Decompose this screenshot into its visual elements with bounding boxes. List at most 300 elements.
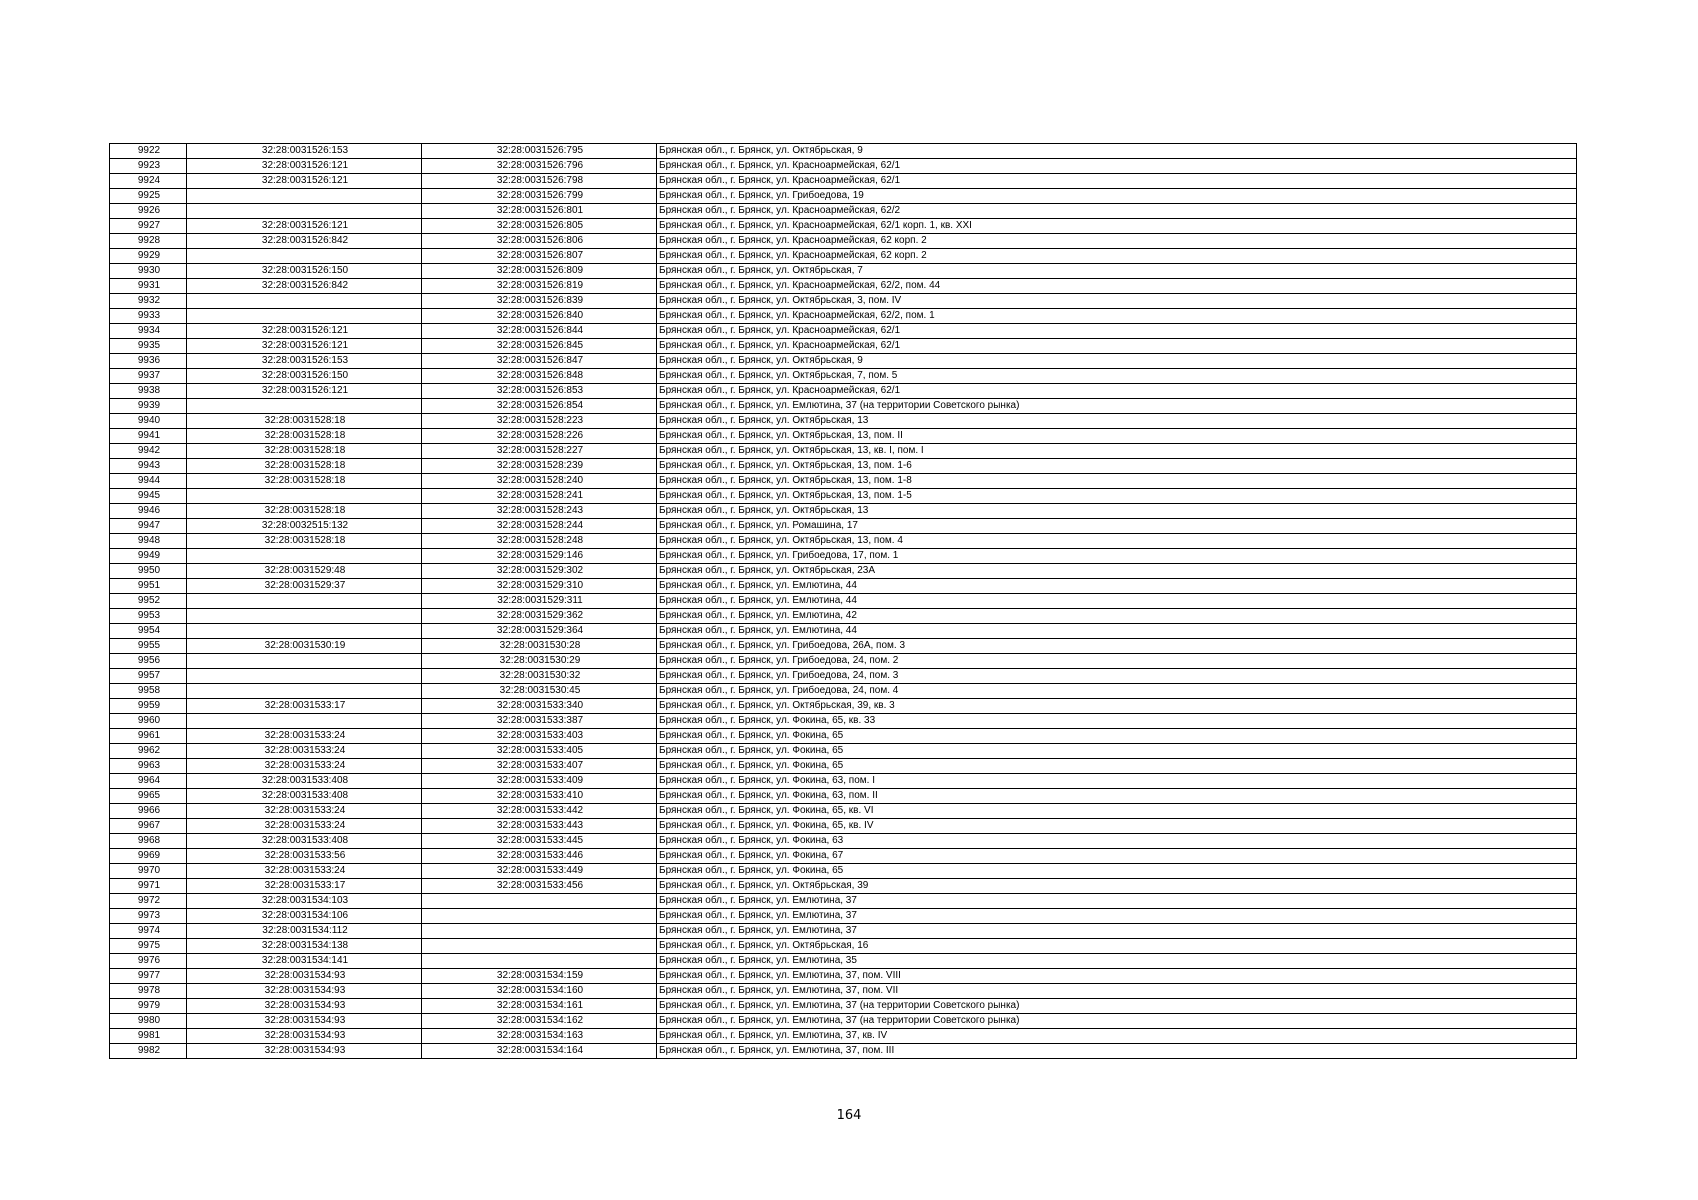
row-number-cell: 9940 (110, 414, 187, 429)
table-row (110, 159, 1577, 174)
row-number-cell: 9979 (110, 999, 187, 1014)
address-cell: Брянская обл., г. Брянск, ул. Октябрьская, 13, пом. II (657, 429, 1577, 444)
table-row (110, 654, 1577, 669)
address-cell: Брянская обл., г. Брянск, ул. Ромашина, 17 (657, 519, 1577, 534)
address-cell: Брянская обл., г. Брянск, ул. Октябрьская, 13, кв. I, пом. I (657, 444, 1577, 459)
table-row (110, 414, 1577, 429)
row-number-cell: 9922 (110, 144, 187, 159)
row-number-cell: 9944 (110, 474, 187, 489)
address-cell: Брянская обл., г. Брянск, ул. Октябрьская, 23А (657, 564, 1577, 579)
table-row (110, 789, 1577, 804)
cadastral-number-cell: 32:28:0031533:340 (422, 699, 657, 714)
parent-cadastral-number-cell (187, 309, 422, 324)
row-number-cell: 9951 (110, 579, 187, 594)
row-number-cell: 9960 (110, 714, 187, 729)
row-number-cell: 9978 (110, 984, 187, 999)
cadastral-number-cell: 32:28:0031534:164 (422, 1044, 657, 1059)
cadastral-number-cell: 32:28:0031526:809 (422, 264, 657, 279)
address-cell: Брянская обл., г. Брянск, ул. Красноармейская, 62 корп. 2 (657, 234, 1577, 249)
row-number-cell: 9968 (110, 834, 187, 849)
table-row (110, 819, 1577, 834)
row-number-cell: 9927 (110, 219, 187, 234)
row-number-cell: 9939 (110, 399, 187, 414)
parent-cadastral-number-cell: 32:28:0032515:132 (187, 519, 422, 534)
row-number-cell: 9973 (110, 909, 187, 924)
parent-cadastral-number-cell (187, 714, 422, 729)
cadastral-number-cell: 32:28:0031526:848 (422, 369, 657, 384)
table-row (110, 639, 1577, 654)
parent-cadastral-number-cell: 32:28:0031526:842 (187, 234, 422, 249)
address-cell: Брянская обл., г. Брянск, ул. Грибоедова, 24, пом. 2 (657, 654, 1577, 669)
cadastral-number-cell: 32:28:0031530:28 (422, 639, 657, 654)
address-cell: Брянская обл., г. Брянск, ул. Октябрьская, 13, пом. 1-5 (657, 489, 1577, 504)
cadastral-number-cell: 32:28:0031528:226 (422, 429, 657, 444)
table-row (110, 804, 1577, 819)
table-row (110, 1044, 1577, 1059)
address-cell: Брянская обл., г. Брянск, ул. Красноармейская, 62/1 (657, 324, 1577, 339)
parent-cadastral-number-cell (187, 489, 422, 504)
parent-cadastral-number-cell (187, 594, 422, 609)
parent-cadastral-number-cell (187, 549, 422, 564)
table-row (110, 399, 1577, 414)
address-cell: Брянская обл., г. Брянск, ул. Октябрьская, 9 (657, 354, 1577, 369)
table-row (110, 294, 1577, 309)
registry-table (109, 143, 1577, 1059)
row-number-cell: 9981 (110, 1029, 187, 1044)
row-number-cell: 9962 (110, 744, 187, 759)
parent-cadastral-number-cell: 32:28:0031534:112 (187, 924, 422, 939)
address-cell: Брянская обл., г. Брянск, ул. Фокина, 65 (657, 744, 1577, 759)
address-cell: Брянская обл., г. Брянск, ул. Емлютина, 37, пом. VII (657, 984, 1577, 999)
address-cell: Брянская обл., г. Брянск, ул. Фокина, 65, кв. VI (657, 804, 1577, 819)
cadastral-number-cell: 32:28:0031529:362 (422, 609, 657, 624)
parent-cadastral-number-cell: 32:28:0031526:150 (187, 369, 422, 384)
parent-cadastral-number-cell: 32:28:0031534:138 (187, 939, 422, 954)
row-number-cell: 9933 (110, 309, 187, 324)
table-row (110, 924, 1577, 939)
cadastral-number-cell: 32:28:0031529:311 (422, 594, 657, 609)
cadastral-number-cell: 32:28:0031530:45 (422, 684, 657, 699)
table-row (110, 459, 1577, 474)
address-cell: Брянская обл., г. Брянск, ул. Красноармейская, 62/1 (657, 174, 1577, 189)
table-row (110, 309, 1577, 324)
address-cell: Брянская обл., г. Брянск, ул. Фокина, 65, кв. IV (657, 819, 1577, 834)
parent-cadastral-number-cell: 32:28:0031526:121 (187, 219, 422, 234)
cadastral-number-cell: 32:28:0031528:240 (422, 474, 657, 489)
row-number-cell: 9947 (110, 519, 187, 534)
table-row (110, 1014, 1577, 1029)
parent-cadastral-number-cell: 32:28:0031526:121 (187, 324, 422, 339)
cadastral-number-cell (422, 939, 657, 954)
cadastral-number-cell: 32:28:0031526:805 (422, 219, 657, 234)
row-number-cell: 9928 (110, 234, 187, 249)
table-row (110, 489, 1577, 504)
address-cell: Брянская обл., г. Брянск, ул. Октябрьская, 7, пом. 5 (657, 369, 1577, 384)
table-row (110, 879, 1577, 894)
row-number-cell: 9941 (110, 429, 187, 444)
row-number-cell: 9950 (110, 564, 187, 579)
row-number-cell: 9949 (110, 549, 187, 564)
parent-cadastral-number-cell: 32:28:0031528:18 (187, 474, 422, 489)
table-row (110, 519, 1577, 534)
table-row (110, 684, 1577, 699)
address-cell: Брянская обл., г. Брянск, ул. Красноармейская, 62/2, пом. 44 (657, 279, 1577, 294)
table-row (110, 354, 1577, 369)
cadastral-number-cell: 32:28:0031526:806 (422, 234, 657, 249)
cadastral-number-cell: 32:28:0031530:29 (422, 654, 657, 669)
cadastral-number-cell: 32:28:0031526:819 (422, 279, 657, 294)
row-number-cell: 9953 (110, 609, 187, 624)
table-row (110, 324, 1577, 339)
table-row (110, 939, 1577, 954)
cadastral-number-cell: 32:28:0031526:799 (422, 189, 657, 204)
address-cell: Брянская обл., г. Брянск, ул. Грибоедова, 24, пом. 3 (657, 669, 1577, 684)
parent-cadastral-number-cell: 32:28:0031533:24 (187, 819, 422, 834)
address-cell: Брянская обл., г. Брянск, ул. Октябрьская, 3, пом. IV (657, 294, 1577, 309)
row-number-cell: 9965 (110, 789, 187, 804)
cadastral-number-cell: 32:28:0031529:364 (422, 624, 657, 639)
address-cell: Брянская обл., г. Брянск, ул. Емлютина, 37 (657, 894, 1577, 909)
table-row (110, 564, 1577, 579)
row-number-cell: 9952 (110, 594, 187, 609)
cadastral-number-cell: 32:28:0031528:244 (422, 519, 657, 534)
table-row (110, 369, 1577, 384)
address-cell: Брянская обл., г. Брянск, ул. Фокина, 65 (657, 864, 1577, 879)
row-number-cell: 9954 (110, 624, 187, 639)
parent-cadastral-number-cell: 32:28:0031528:18 (187, 414, 422, 429)
parent-cadastral-number-cell: 32:28:0031533:24 (187, 864, 422, 879)
cadastral-number-cell: 32:28:0031529:146 (422, 549, 657, 564)
row-number-cell: 9982 (110, 1044, 187, 1059)
table-row (110, 669, 1577, 684)
cadastral-number-cell (422, 894, 657, 909)
address-cell: Брянская обл., г. Брянск, ул. Октябрьская, 13, пом. 4 (657, 534, 1577, 549)
parent-cadastral-number-cell: 32:28:0031534:103 (187, 894, 422, 909)
table-row (110, 549, 1577, 564)
cadastral-number-cell: 32:28:0031526:840 (422, 309, 657, 324)
parent-cadastral-number-cell: 32:28:0031526:121 (187, 384, 422, 399)
cadastral-number-cell: 32:28:0031533:443 (422, 819, 657, 834)
address-cell: Брянская обл., г. Брянск, ул. Красноармейская, 62/1 (657, 384, 1577, 399)
table-row (110, 699, 1577, 714)
row-number-cell: 9963 (110, 759, 187, 774)
parent-cadastral-number-cell (187, 609, 422, 624)
cadastral-number-cell: 32:28:0031534:159 (422, 969, 657, 984)
address-cell: Брянская обл., г. Брянск, ул. Октябрьская, 13 (657, 414, 1577, 429)
row-number-cell: 9926 (110, 204, 187, 219)
address-cell: Брянская обл., г. Брянск, ул. Грибоедова, 24, пом. 4 (657, 684, 1577, 699)
parent-cadastral-number-cell: 32:28:0031534:93 (187, 984, 422, 999)
address-cell: Брянская обл., г. Брянск, ул. Емлютина, 44 (657, 579, 1577, 594)
parent-cadastral-number-cell: 32:28:0031533:17 (187, 879, 422, 894)
table-row (110, 954, 1577, 969)
row-number-cell: 9975 (110, 939, 187, 954)
cadastral-number-cell: 32:28:0031526:798 (422, 174, 657, 189)
table-row (110, 534, 1577, 549)
parent-cadastral-number-cell (187, 624, 422, 639)
parent-cadastral-number-cell: 32:28:0031526:153 (187, 144, 422, 159)
address-cell: Брянская обл., г. Брянск, ул. Емлютина, 37 (на территории Советского рынка) (657, 1014, 1577, 1029)
cadastral-number-cell: 32:28:0031528:227 (422, 444, 657, 459)
table-row (110, 429, 1577, 444)
parent-cadastral-number-cell (187, 189, 422, 204)
row-number-cell: 9923 (110, 159, 187, 174)
table-row (110, 894, 1577, 909)
cadastral-number-cell: 32:28:0031526:844 (422, 324, 657, 339)
table-row (110, 624, 1577, 639)
parent-cadastral-number-cell: 32:28:0031533:408 (187, 834, 422, 849)
parent-cadastral-number-cell: 32:28:0031533:17 (187, 699, 422, 714)
table-row (110, 864, 1577, 879)
address-cell: Брянская обл., г. Брянск, ул. Красноармейская, 62 корп. 2 (657, 249, 1577, 264)
cadastral-number-cell: 32:28:0031526:796 (422, 159, 657, 174)
address-cell: Брянская обл., г. Брянск, ул. Емлютина, 44 (657, 594, 1577, 609)
table-row (110, 759, 1577, 774)
cadastral-number-cell: 32:28:0031529:302 (422, 564, 657, 579)
address-cell: Брянская обл., г. Брянск, ул. Емлютина, 37 (657, 924, 1577, 939)
cadastral-number-cell: 32:28:0031526:854 (422, 399, 657, 414)
parent-cadastral-number-cell: 32:28:0031526:121 (187, 339, 422, 354)
parent-cadastral-number-cell: 32:28:0031526:150 (187, 264, 422, 279)
table-row (110, 834, 1577, 849)
parent-cadastral-number-cell (187, 204, 422, 219)
address-cell: Брянская обл., г. Брянск, ул. Фокина, 63, пом. II (657, 789, 1577, 804)
table-row (110, 144, 1577, 159)
address-cell: Брянская обл., г. Брянск, ул. Емлютина, 37 (657, 909, 1577, 924)
row-number-cell: 9977 (110, 969, 187, 984)
table-row (110, 999, 1577, 1014)
table-row (110, 474, 1577, 489)
cadastral-number-cell: 32:28:0031534:162 (422, 1014, 657, 1029)
table-row (110, 1029, 1577, 1044)
parent-cadastral-number-cell: 32:28:0031528:18 (187, 459, 422, 474)
cadastral-number-cell: 32:28:0031526:839 (422, 294, 657, 309)
address-cell: Брянская обл., г. Брянск, ул. Фокина, 67 (657, 849, 1577, 864)
row-number-cell: 9932 (110, 294, 187, 309)
parent-cadastral-number-cell: 32:28:0031528:18 (187, 534, 422, 549)
table-row (110, 279, 1577, 294)
row-number-cell: 9938 (110, 384, 187, 399)
parent-cadastral-number-cell: 32:28:0031534:93 (187, 1044, 422, 1059)
cadastral-number-cell: 32:28:0031533:387 (422, 714, 657, 729)
table-row (110, 774, 1577, 789)
table-row (110, 609, 1577, 624)
row-number-cell: 9924 (110, 174, 187, 189)
cadastral-number-cell: 32:28:0031533:449 (422, 864, 657, 879)
parent-cadastral-number-cell: 32:28:0031526:153 (187, 354, 422, 369)
parent-cadastral-number-cell: 32:28:0031530:19 (187, 639, 422, 654)
address-cell: Брянская обл., г. Брянск, ул. Октябрьская, 13, пом. 1-8 (657, 474, 1577, 489)
address-cell: Брянская обл., г. Брянск, ул. Грибоедова, 26А, пом. 3 (657, 639, 1577, 654)
address-cell: Брянская обл., г. Брянск, ул. Красноармейская, 62/2, пом. 1 (657, 309, 1577, 324)
address-cell: Брянская обл., г. Брянск, ул. Грибоедова, 19 (657, 189, 1577, 204)
table-row (110, 729, 1577, 744)
row-number-cell: 9956 (110, 654, 187, 669)
row-number-cell: 9925 (110, 189, 187, 204)
cadastral-number-cell: 32:28:0031526:801 (422, 204, 657, 219)
parent-cadastral-number-cell: 32:28:0031533:24 (187, 804, 422, 819)
address-cell: Брянская обл., г. Брянск, ул. Емлютина, 37 (на территории Советского рынка) (657, 399, 1577, 414)
parent-cadastral-number-cell (187, 399, 422, 414)
parent-cadastral-number-cell: 32:28:0031529:37 (187, 579, 422, 594)
address-cell: Брянская обл., г. Брянск, ул. Емлютина, 44 (657, 624, 1577, 639)
parent-cadastral-number-cell (187, 654, 422, 669)
parent-cadastral-number-cell: 32:28:0031534:93 (187, 1029, 422, 1044)
table-row (110, 909, 1577, 924)
row-number-cell: 9980 (110, 1014, 187, 1029)
cadastral-number-cell (422, 954, 657, 969)
cadastral-number-cell: 32:28:0031534:160 (422, 984, 657, 999)
cadastral-number-cell: 32:28:0031533:456 (422, 879, 657, 894)
cadastral-number-cell: 32:28:0031526:795 (422, 144, 657, 159)
cadastral-number-cell (422, 924, 657, 939)
cadastral-number-cell: 32:28:0031526:847 (422, 354, 657, 369)
table-row (110, 174, 1577, 189)
address-cell: Брянская обл., г. Брянск, ул. Октябрьская, 9 (657, 144, 1577, 159)
parent-cadastral-number-cell: 32:28:0031533:24 (187, 729, 422, 744)
row-number-cell: 9930 (110, 264, 187, 279)
row-number-cell: 9976 (110, 954, 187, 969)
cadastral-number-cell: 32:28:0031528:239 (422, 459, 657, 474)
row-number-cell: 9937 (110, 369, 187, 384)
cadastral-number-cell: 32:28:0031528:243 (422, 504, 657, 519)
cadastral-number-cell: 32:28:0031528:248 (422, 534, 657, 549)
row-number-cell: 9948 (110, 534, 187, 549)
cadastral-number-cell: 32:28:0031533:410 (422, 789, 657, 804)
cadastral-number-cell: 32:28:0031534:161 (422, 999, 657, 1014)
parent-cadastral-number-cell: 32:28:0031534:93 (187, 1014, 422, 1029)
table-row (110, 219, 1577, 234)
page-number: 164 (836, 1108, 862, 1123)
cadastral-number-cell (422, 909, 657, 924)
row-number-cell: 9969 (110, 849, 187, 864)
table-row (110, 234, 1577, 249)
row-number-cell: 9955 (110, 639, 187, 654)
row-number-cell: 9943 (110, 459, 187, 474)
row-number-cell: 9964 (110, 774, 187, 789)
cadastral-number-cell: 32:28:0031533:407 (422, 759, 657, 774)
table-row (110, 204, 1577, 219)
table-row (110, 714, 1577, 729)
cadastral-number-cell: 32:28:0031534:163 (422, 1029, 657, 1044)
parent-cadastral-number-cell (187, 294, 422, 309)
parent-cadastral-number-cell: 32:28:0031533:56 (187, 849, 422, 864)
address-cell: Брянская обл., г. Брянск, ул. Емлютина, 37, пом. VIII (657, 969, 1577, 984)
registry-table-body (110, 144, 1577, 1059)
parent-cadastral-number-cell: 32:28:0031534:106 (187, 909, 422, 924)
address-cell: Брянская обл., г. Брянск, ул. Емлютина, 37 (на территории Советского рынка) (657, 999, 1577, 1014)
table-row (110, 594, 1577, 609)
address-cell: Брянская обл., г. Брянск, ул. Октябрьская, 13 (657, 504, 1577, 519)
parent-cadastral-number-cell: 32:28:0031528:18 (187, 504, 422, 519)
address-cell: Брянская обл., г. Брянск, ул. Емлютина, 42 (657, 609, 1577, 624)
row-number-cell: 9966 (110, 804, 187, 819)
cadastral-number-cell: 32:28:0031528:223 (422, 414, 657, 429)
row-number-cell: 9961 (110, 729, 187, 744)
cadastral-number-cell: 32:28:0031533:409 (422, 774, 657, 789)
parent-cadastral-number-cell: 32:28:0031533:408 (187, 774, 422, 789)
parent-cadastral-number-cell: 32:28:0031533:408 (187, 789, 422, 804)
parent-cadastral-number-cell: 32:28:0031526:842 (187, 279, 422, 294)
address-cell: Брянская обл., г. Брянск, ул. Октябрьская, 39, кв. 3 (657, 699, 1577, 714)
cadastral-number-cell: 32:28:0031533:445 (422, 834, 657, 849)
table-row (110, 339, 1577, 354)
address-cell: Брянская обл., г. Брянск, ул. Фокина, 63, пом. I (657, 774, 1577, 789)
row-number-cell: 9958 (110, 684, 187, 699)
parent-cadastral-number-cell: 32:28:0031528:18 (187, 444, 422, 459)
cadastral-number-cell: 32:28:0031529:310 (422, 579, 657, 594)
cadastral-number-cell: 32:28:0031533:446 (422, 849, 657, 864)
table-row (110, 969, 1577, 984)
address-cell: Брянская обл., г. Брянск, ул. Красноармейская, 62/1 (657, 339, 1577, 354)
parent-cadastral-number-cell (187, 249, 422, 264)
table-row (110, 744, 1577, 759)
row-number-cell: 9946 (110, 504, 187, 519)
row-number-cell: 9972 (110, 894, 187, 909)
table-row (110, 444, 1577, 459)
cadastral-number-cell: 32:28:0031526:853 (422, 384, 657, 399)
parent-cadastral-number-cell: 32:28:0031529:48 (187, 564, 422, 579)
row-number-cell: 9935 (110, 339, 187, 354)
cadastral-number-cell: 32:28:0031533:405 (422, 744, 657, 759)
row-number-cell: 9929 (110, 249, 187, 264)
table-row (110, 579, 1577, 594)
table-row (110, 984, 1577, 999)
cadastral-number-cell: 32:28:0031533:442 (422, 804, 657, 819)
row-number-cell: 9959 (110, 699, 187, 714)
parent-cadastral-number-cell (187, 684, 422, 699)
table-row (110, 849, 1577, 864)
parent-cadastral-number-cell: 32:28:0031526:121 (187, 159, 422, 174)
row-number-cell: 9945 (110, 489, 187, 504)
address-cell: Брянская обл., г. Брянск, ул. Фокина, 63 (657, 834, 1577, 849)
parent-cadastral-number-cell: 32:28:0031528:18 (187, 429, 422, 444)
address-cell: Брянская обл., г. Брянск, ул. Емлютина, 35 (657, 954, 1577, 969)
parent-cadastral-number-cell (187, 669, 422, 684)
address-cell: Брянская обл., г. Брянск, ул. Красноармейская, 62/1 (657, 159, 1577, 174)
table-row (110, 384, 1577, 399)
parent-cadastral-number-cell: 32:28:0031526:121 (187, 174, 422, 189)
parent-cadastral-number-cell: 32:28:0031533:24 (187, 744, 422, 759)
cadastral-number-cell: 32:28:0031530:32 (422, 669, 657, 684)
address-cell: Брянская обл., г. Брянск, ул. Фокина, 65, кв. 33 (657, 714, 1577, 729)
cadastral-number-cell: 32:28:0031526:845 (422, 339, 657, 354)
row-number-cell: 9936 (110, 354, 187, 369)
address-cell: Брянская обл., г. Брянск, ул. Красноармейская, 62/2 (657, 204, 1577, 219)
cadastral-number-cell: 32:28:0031526:807 (422, 249, 657, 264)
table-row (110, 249, 1577, 264)
address-cell: Брянская обл., г. Брянск, ул. Красноармейская, 62/1 корп. 1, кв. XXI (657, 219, 1577, 234)
row-number-cell: 9957 (110, 669, 187, 684)
address-cell: Брянская обл., г. Брянск, ул. Емлютина, 37, кв. IV (657, 1029, 1577, 1044)
address-cell: Брянская обл., г. Брянск, ул. Октябрьская, 16 (657, 939, 1577, 954)
row-number-cell: 9931 (110, 279, 187, 294)
cadastral-number-cell: 32:28:0031528:241 (422, 489, 657, 504)
address-cell: Брянская обл., г. Брянск, ул. Фокина, 65 (657, 759, 1577, 774)
address-cell: Брянская обл., г. Брянск, ул. Фокина, 65 (657, 729, 1577, 744)
cadastral-number-cell: 32:28:0031533:403 (422, 729, 657, 744)
address-cell: Брянская обл., г. Брянск, ул. Грибоедова, 17, пом. 1 (657, 549, 1577, 564)
parent-cadastral-number-cell: 32:28:0031534:93 (187, 969, 422, 984)
parent-cadastral-number-cell: 32:28:0031534:141 (187, 954, 422, 969)
address-cell: Брянская обл., г. Брянск, ул. Октябрьская, 39 (657, 879, 1577, 894)
row-number-cell: 9974 (110, 924, 187, 939)
row-number-cell: 9942 (110, 444, 187, 459)
address-cell: Брянская обл., г. Брянск, ул. Октябрьская, 13, пом. 1-6 (657, 459, 1577, 474)
table-row (110, 264, 1577, 279)
table-row (110, 189, 1577, 204)
row-number-cell: 9970 (110, 864, 187, 879)
